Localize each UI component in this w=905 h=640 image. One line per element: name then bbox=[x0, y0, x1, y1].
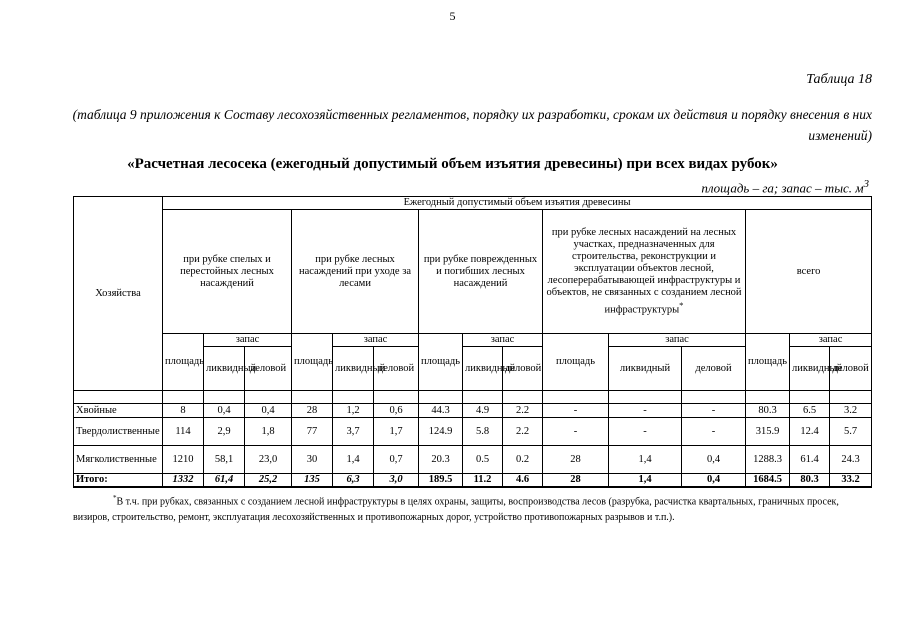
table-cell: 11.2 bbox=[463, 474, 503, 488]
table-row bbox=[74, 404, 872, 418]
row-name: Хвойные bbox=[74, 404, 163, 418]
table-cell: 2.2 bbox=[503, 404, 543, 418]
header-col-care: при рубке лесных насаждений при уходе за лесами bbox=[292, 210, 419, 334]
header-group: Ежегодный допустимый объем изъятия древесины bbox=[163, 197, 872, 210]
header-liquid-1: ликвидный bbox=[204, 347, 245, 391]
table-cell: 1,7 bbox=[374, 418, 419, 446]
table-cell: 77 bbox=[292, 418, 333, 446]
table-cell: 4.9 bbox=[463, 404, 503, 418]
table-cell: - bbox=[609, 404, 682, 418]
header-area-1: площадь bbox=[163, 334, 204, 391]
header-area-3: площадь bbox=[419, 334, 463, 391]
header-stock-3: запас bbox=[463, 334, 543, 347]
header-area-4: площадь bbox=[543, 334, 609, 391]
units-text: площадь – га; запас – тыс. м bbox=[701, 180, 864, 196]
table-cell: 1332 bbox=[163, 474, 204, 488]
table-cell: 61.4 bbox=[790, 446, 830, 474]
table-cell: 124.9 bbox=[419, 418, 463, 446]
table-cell: 0,4 bbox=[682, 474, 746, 488]
header-liquid-4: ликвидный bbox=[609, 347, 682, 391]
header-farm: Хозяйства bbox=[74, 197, 163, 391]
table-cell: - bbox=[609, 418, 682, 446]
table-cell: 80.3 bbox=[790, 474, 830, 488]
row-name: Итого: bbox=[74, 474, 163, 488]
header-col-infra bbox=[543, 210, 746, 334]
table-cell: 0,7 bbox=[374, 446, 419, 474]
table-cell: 1684.5 bbox=[746, 474, 790, 488]
table-cell: 3,7 bbox=[333, 418, 374, 446]
table-cell: 1,4 bbox=[333, 446, 374, 474]
table-cell: 5.7 bbox=[830, 418, 872, 446]
table-cell: 0.2 bbox=[503, 446, 543, 474]
table-cell: - bbox=[682, 404, 746, 418]
table-cell: 5.8 bbox=[463, 418, 503, 446]
header-stock-4: запас bbox=[609, 334, 746, 347]
table-cell: 0,4 bbox=[682, 446, 746, 474]
page-number: 5 bbox=[449, 9, 456, 23]
table-cell: 28 bbox=[292, 404, 333, 418]
table-cell: 61,4 bbox=[204, 474, 245, 488]
table-cell: 28 bbox=[543, 446, 609, 474]
table-cell: 1,4 bbox=[609, 446, 682, 474]
table-row-total bbox=[74, 474, 872, 488]
header-stock-2: запас bbox=[333, 334, 419, 347]
table-cell: 28 bbox=[543, 474, 609, 488]
table-subtitle: (таблица 9 приложения к Составу лесохозяйственных регламентов, порядку их разработки, срокам их действия и порядку внесения в них изменений) bbox=[72, 107, 872, 143]
header-col-total: всего bbox=[746, 210, 872, 334]
header-business-3: деловой bbox=[503, 347, 543, 391]
header-business-1: деловой bbox=[245, 347, 292, 391]
table-cell: 1,4 bbox=[609, 474, 682, 488]
table-cell: 24.3 bbox=[830, 446, 872, 474]
table-cell: 0.5 bbox=[463, 446, 503, 474]
table-label: Таблица 18 bbox=[806, 72, 872, 87]
table-cell: 2.2 bbox=[503, 418, 543, 446]
table-cell: 30 bbox=[292, 446, 333, 474]
header-area-2: площадь bbox=[292, 334, 333, 391]
header-col-mature: при рубке спелых и перестойных лесных насаждений bbox=[163, 210, 292, 334]
table-cell: - bbox=[543, 418, 609, 446]
table-cell: 8 bbox=[163, 404, 204, 418]
table-cell: 33.2 bbox=[830, 474, 872, 488]
units-sup: 3 bbox=[863, 178, 869, 190]
table-cell: 12.4 bbox=[790, 418, 830, 446]
table-cell: 20.3 bbox=[419, 446, 463, 474]
table-cell: 58,1 bbox=[204, 446, 245, 474]
header-stock-1: запас bbox=[204, 334, 292, 347]
header-liquid-3: ликвидный bbox=[463, 347, 503, 391]
table-cell: 44.3 bbox=[419, 404, 463, 418]
footnote-text: В т.ч. при рубках, связанных с созданием лесной инфраструктуры в целях охраны, защиты, воспроизводства лесов (разрубка, расчистка квартальных, граничных просек, визиров, строительство, ремонт, эксплуатация лесохозяйственных и противопожарных дорог, устройство противопожарных разрывов и т.п.). bbox=[73, 496, 839, 524]
table-cell: 114 bbox=[163, 418, 204, 446]
header-liquid-2: ликвидный bbox=[333, 347, 374, 391]
header-business-5: деловой bbox=[830, 347, 872, 391]
table-cell: 1,2 bbox=[333, 404, 374, 418]
table-cell: 6.5 bbox=[790, 404, 830, 418]
table-cell: 25,2 bbox=[245, 474, 292, 488]
header-col-infra-sup: * bbox=[679, 299, 684, 310]
header-area-5: площадь bbox=[746, 334, 790, 391]
table-cell: 2,9 bbox=[204, 418, 245, 446]
table-cell: 4.6 bbox=[503, 474, 543, 488]
footnote-mark: * bbox=[113, 494, 117, 502]
row-name: Твердолиственные bbox=[74, 418, 163, 446]
header-liquid-5: ликвидный bbox=[790, 347, 830, 391]
header-business-4: деловой bbox=[682, 347, 746, 391]
table-cell: 3,0 bbox=[374, 474, 419, 488]
table-spacer-row bbox=[74, 391, 872, 404]
row-name: Мягколиственные bbox=[74, 446, 163, 474]
table-title: «Расчетная лесосека (ежегодный допустимый объем изъятия древесины) при всех видах рубок» bbox=[127, 156, 778, 172]
table-cell: 3.2 bbox=[830, 404, 872, 418]
table-cell: 189.5 bbox=[419, 474, 463, 488]
table-cell: - bbox=[543, 404, 609, 418]
table-cell: 315.9 bbox=[746, 418, 790, 446]
header-business-2: деловой bbox=[374, 347, 419, 391]
table-cell: 80.3 bbox=[746, 404, 790, 418]
table-cell: 1,8 bbox=[245, 418, 292, 446]
footnote bbox=[73, 490, 871, 526]
header-stock-5: запас bbox=[790, 334, 872, 347]
table-row bbox=[74, 446, 872, 474]
table-cell: 1288.3 bbox=[746, 446, 790, 474]
table-cell: - bbox=[682, 418, 746, 446]
table-cell: 0,4 bbox=[204, 404, 245, 418]
table-cell: 0,6 bbox=[374, 404, 419, 418]
table-cell: 23,0 bbox=[245, 446, 292, 474]
table-cell: 135 bbox=[292, 474, 333, 488]
header-col-infra-text: при рубке лесных насаждений на лесных участках, предназначенных для строительства, реконструкции и эксплуатации объектов лесной, лесоперерабатывающей инфраструктуры и объектов, не связанных с созданием лесной инфраструктуры bbox=[546, 226, 742, 316]
units-note bbox=[701, 178, 869, 196]
table-row bbox=[74, 418, 872, 446]
table-cell: 6,3 bbox=[333, 474, 374, 488]
table-cell: 1210 bbox=[163, 446, 204, 474]
allowable-cut-table bbox=[73, 196, 872, 488]
table-cell: 0,4 bbox=[245, 404, 292, 418]
header-col-damaged: при рубке поврежденных и погибших лесных насаждений bbox=[419, 210, 543, 334]
